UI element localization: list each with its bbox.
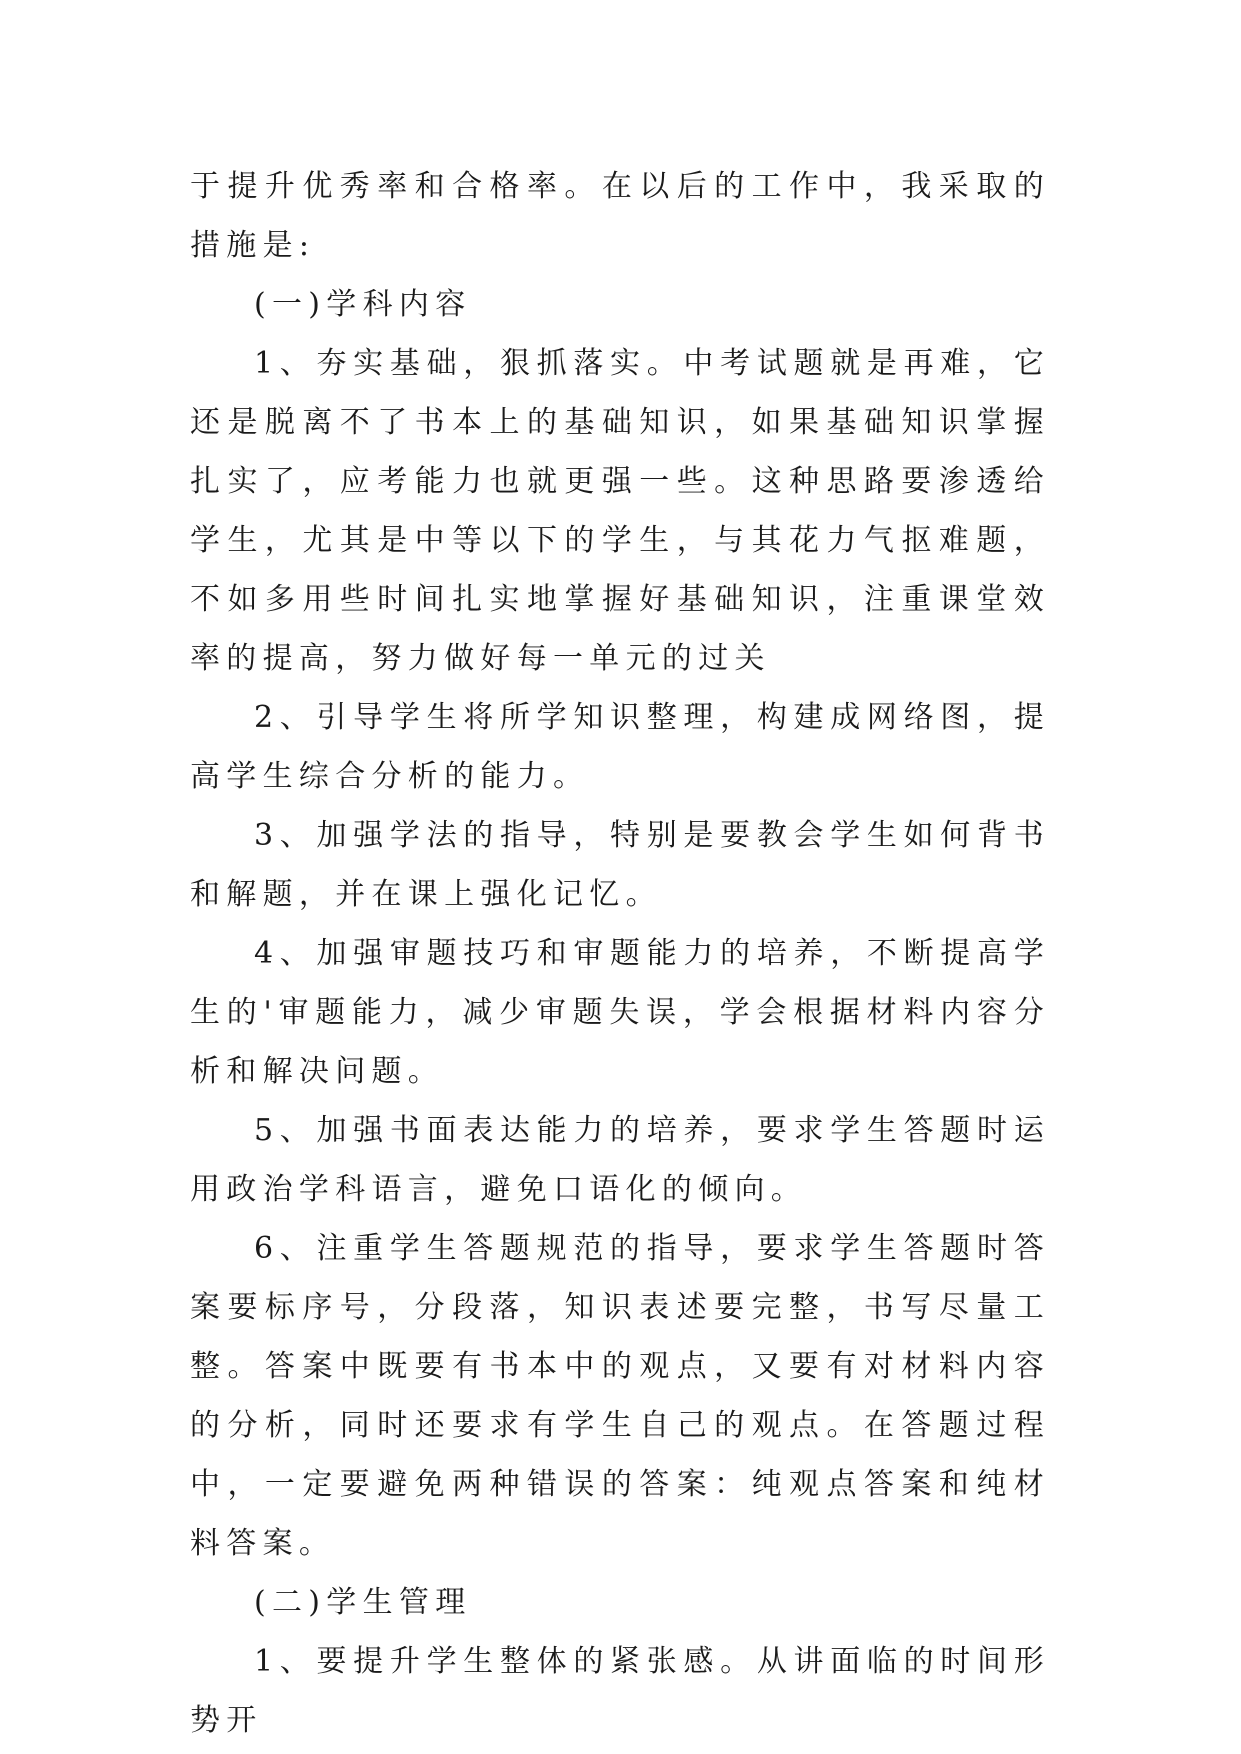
paragraph-item-6: 6、注重学生答题规范的指导，要求学生答题时答案要标序号，分段落，知识表述要完整，书写尽量工整。答案中既要有书本中的观点，又要有对材料内容的分析，同时还要求有学生自己的观点。在答题过程中，一定要避免两种错误的答案：纯观点答案和纯材料答案。: [190, 1231, 1050, 1561]
paragraph-continuation: 于提升优秀率和合格率。在以后的工作中，我采取的措施是:: [190, 169, 1050, 263]
paragraph-management-item-1: 1、要提升学生整体的紧张感。从讲面临的时间形势开: [190, 1644, 1050, 1738]
section-heading-subject-content: (一)学科内容: [254, 287, 472, 322]
paragraph-item-5: 5、加强书面表达能力的培养，要求学生答题时运用政治学科语言，避免口语化的倾向。: [190, 1113, 1050, 1207]
paragraph-item-4: 4、加强审题技巧和审题能力的培养，不断提高学生的'审题能力，减少审题失误，学会根据材料内容分析和解决问题。: [190, 936, 1050, 1089]
paragraph-item-2: 2、引导学生将所学知识整理，构建成网络图，提高学生综合分析的能力。: [190, 700, 1050, 794]
paragraph-item-1: 1、夯实基础，狠抓落实。中考试题就是再难，它还是脱离不了书本上的基础知识，如果基础知识掌握扎实了，应考能力也就更强一些。这种思路要渗透给学生，尤其是中等以下的学生，与其花力气抠难题，不如多用些时间扎实地掌握好基础知识，注重课堂效率的提高，努力做好每一单元的过关: [190, 346, 1050, 676]
document-body: [190, 157, 1050, 1750]
paragraph-item-3: 3、加强学法的指导，特别是要教会学生如何背书和解题，并在课上强化记忆。: [190, 818, 1050, 912]
section-heading-student-management: (二)学生管理: [254, 1585, 472, 1620]
